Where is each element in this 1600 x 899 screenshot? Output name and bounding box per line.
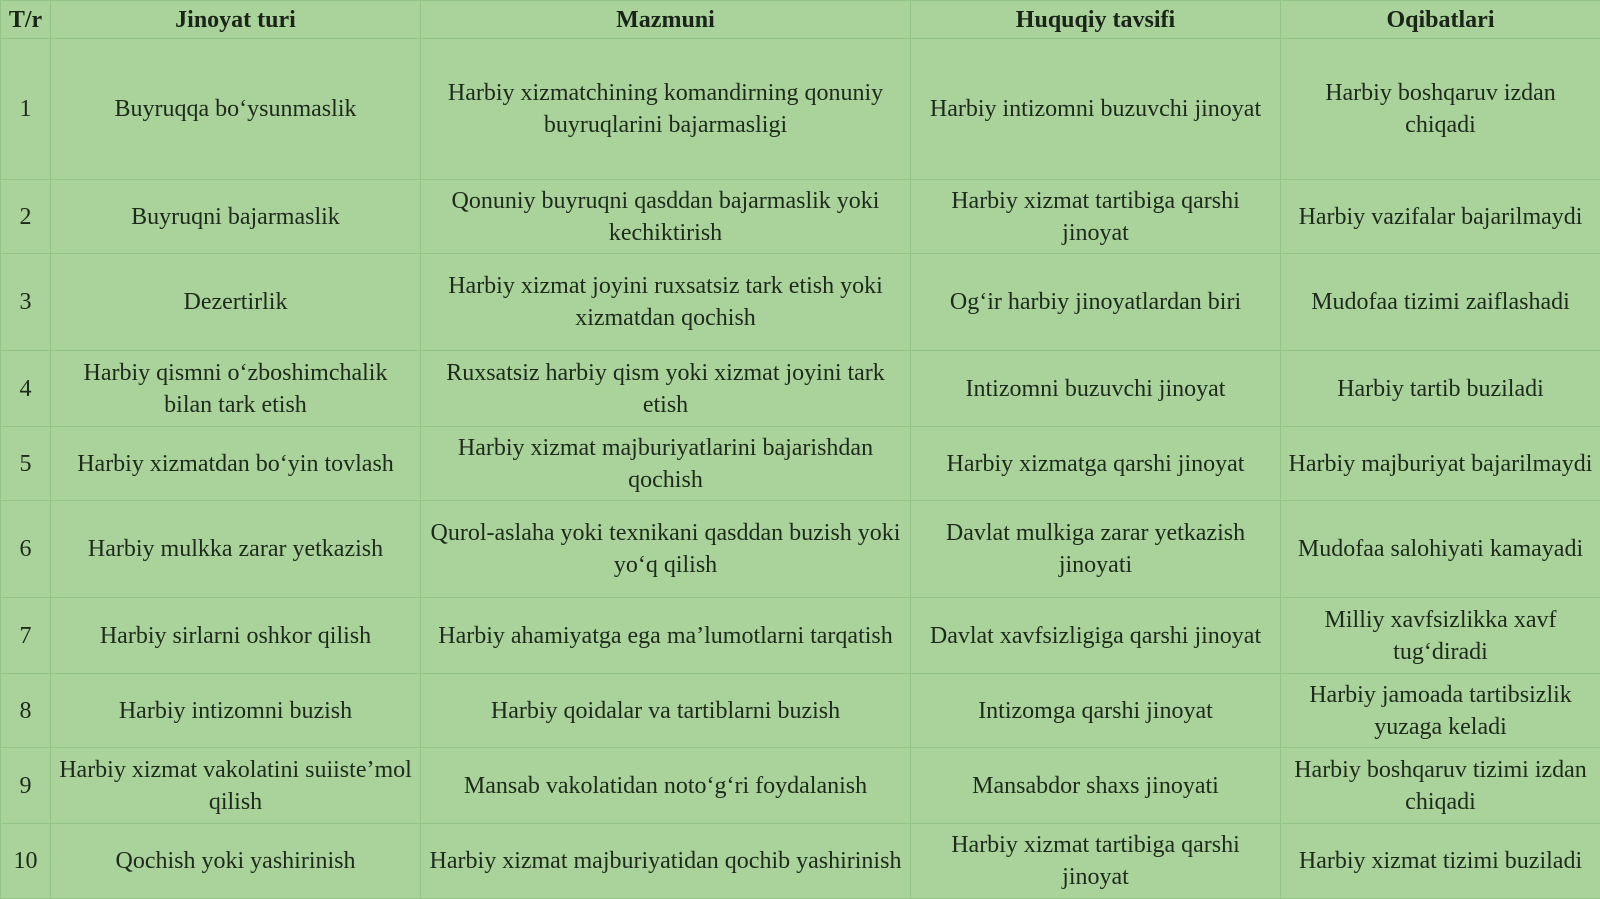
cell-crime-type: Harbiy mulkka zarar yetkazish bbox=[51, 501, 421, 598]
cell-number: 2 bbox=[1, 180, 51, 254]
cell-number: 5 bbox=[1, 427, 51, 501]
table-row bbox=[1, 748, 1600, 824]
cell-legal-description: Og‘ir harbiy jinoyatlardan biri bbox=[911, 254, 1281, 351]
cell-legal-description: Intizomga qarshi jinoyat bbox=[911, 674, 1281, 748]
cell-number: 7 bbox=[1, 598, 51, 674]
cell-legal-description: Harbiy intizomni buzuvchi jinoyat bbox=[911, 39, 1281, 180]
cell-consequence: Mudofaa tizimi zaiflashadi bbox=[1281, 254, 1600, 351]
header-crime-type: Jinoyat turi bbox=[51, 1, 421, 39]
cell-number: 9 bbox=[1, 748, 51, 824]
header-number: T/r bbox=[1, 1, 51, 39]
header-consequences: Oqibatlari bbox=[1281, 1, 1600, 39]
cell-content: Harbiy xizmat majburiyatidan qochib yashirinish bbox=[421, 824, 911, 899]
cell-content: Harbiy xizmat joyini ruxsatsiz tark etish yoki xizmatdan qochish bbox=[421, 254, 911, 351]
cell-number: 3 bbox=[1, 254, 51, 351]
table-row bbox=[1, 598, 1600, 674]
header-legal-description: Huquqiy tavsifi bbox=[911, 1, 1281, 39]
cell-legal-description: Harbiy xizmat tartibiga qarshi jinoyat bbox=[911, 824, 1281, 899]
cell-content: Harbiy xizmatchining komandirning qonuniy buyruqlarini bajarmasligi bbox=[421, 39, 911, 180]
cell-content: Qurol-aslaha yoki texnikani qasddan buzish yoki yo‘q qilish bbox=[421, 501, 911, 598]
cell-content: Harbiy xizmat majburiyatlarini bajarishdan qochish bbox=[421, 427, 911, 501]
cell-crime-type: Harbiy intizomni buzish bbox=[51, 674, 421, 748]
cell-legal-description: Harbiy xizmatga qarshi jinoyat bbox=[911, 427, 1281, 501]
cell-number: 8 bbox=[1, 674, 51, 748]
cell-consequence: Harbiy tartib buziladi bbox=[1281, 351, 1600, 427]
cell-legal-description: Davlat mulkiga zarar yetkazish jinoyati bbox=[911, 501, 1281, 598]
table-row bbox=[1, 39, 1600, 180]
table-row bbox=[1, 501, 1600, 598]
cell-crime-type: Dezertirlik bbox=[51, 254, 421, 351]
cell-content: Mansab vakolatidan noto‘g‘ri foydalanish bbox=[421, 748, 911, 824]
cell-crime-type: Harbiy qismni o‘zboshimchalik bilan tark etish bbox=[51, 351, 421, 427]
cell-number: 4 bbox=[1, 351, 51, 427]
cell-content: Harbiy ahamiyatga ega ma’lumotlarni tarqatish bbox=[421, 598, 911, 674]
table-row bbox=[1, 427, 1600, 501]
cell-legal-description: Intizomni buzuvchi jinoyat bbox=[911, 351, 1281, 427]
cell-consequence: Harbiy jamoada tartibsizlik yuzaga keladi bbox=[1281, 674, 1600, 748]
cell-legal-description: Davlat xavfsizligiga qarshi jinoyat bbox=[911, 598, 1281, 674]
cell-consequence: Harbiy vazifalar bajarilmaydi bbox=[1281, 180, 1600, 254]
table-row bbox=[1, 824, 1600, 899]
cell-consequence: Harbiy boshqaruv izdan chiqadi bbox=[1281, 39, 1600, 180]
table-header-row bbox=[1, 1, 1600, 39]
cell-number: 10 bbox=[1, 824, 51, 899]
cell-consequence: Harbiy xizmat tizimi buziladi bbox=[1281, 824, 1600, 899]
cell-consequence: Mudofaa salohiyati kamayadi bbox=[1281, 501, 1600, 598]
table-row bbox=[1, 180, 1600, 254]
table-row bbox=[1, 674, 1600, 748]
cell-consequence: Milliy xavfsizlikka xavf tug‘diradi bbox=[1281, 598, 1600, 674]
cell-legal-description: Harbiy xizmat tartibiga qarshi jinoyat bbox=[911, 180, 1281, 254]
cell-number: 1 bbox=[1, 39, 51, 180]
cell-crime-type: Buyruqni bajarmaslik bbox=[51, 180, 421, 254]
cell-legal-description: Mansabdor shaxs jinoyati bbox=[911, 748, 1281, 824]
cell-content: Harbiy qoidalar va tartiblarni buzish bbox=[421, 674, 911, 748]
cell-consequence: Harbiy boshqaruv tizimi izdan chiqadi bbox=[1281, 748, 1600, 824]
cell-content: Ruxsatsiz harbiy qism yoki xizmat joyini tark etish bbox=[421, 351, 911, 427]
cell-crime-type: Qochish yoki yashirinish bbox=[51, 824, 421, 899]
cell-consequence: Harbiy majburiyat bajarilmaydi bbox=[1281, 427, 1600, 501]
cell-crime-type: Harbiy xizmatdan bo‘yin tovlash bbox=[51, 427, 421, 501]
header-content: Mazmuni bbox=[421, 1, 911, 39]
cell-crime-type: Harbiy sirlarni oshkor qilish bbox=[51, 598, 421, 674]
cell-content: Qonuniy buyruqni qasddan bajarmaslik yoki kechiktirish bbox=[421, 180, 911, 254]
cell-number: 6 bbox=[1, 501, 51, 598]
table-row bbox=[1, 254, 1600, 351]
cell-crime-type: Harbiy xizmat vakolatini suiiste’mol qilish bbox=[51, 748, 421, 824]
cell-crime-type: Buyruqqa bo‘ysunmaslik bbox=[51, 39, 421, 180]
table-row bbox=[1, 351, 1600, 427]
